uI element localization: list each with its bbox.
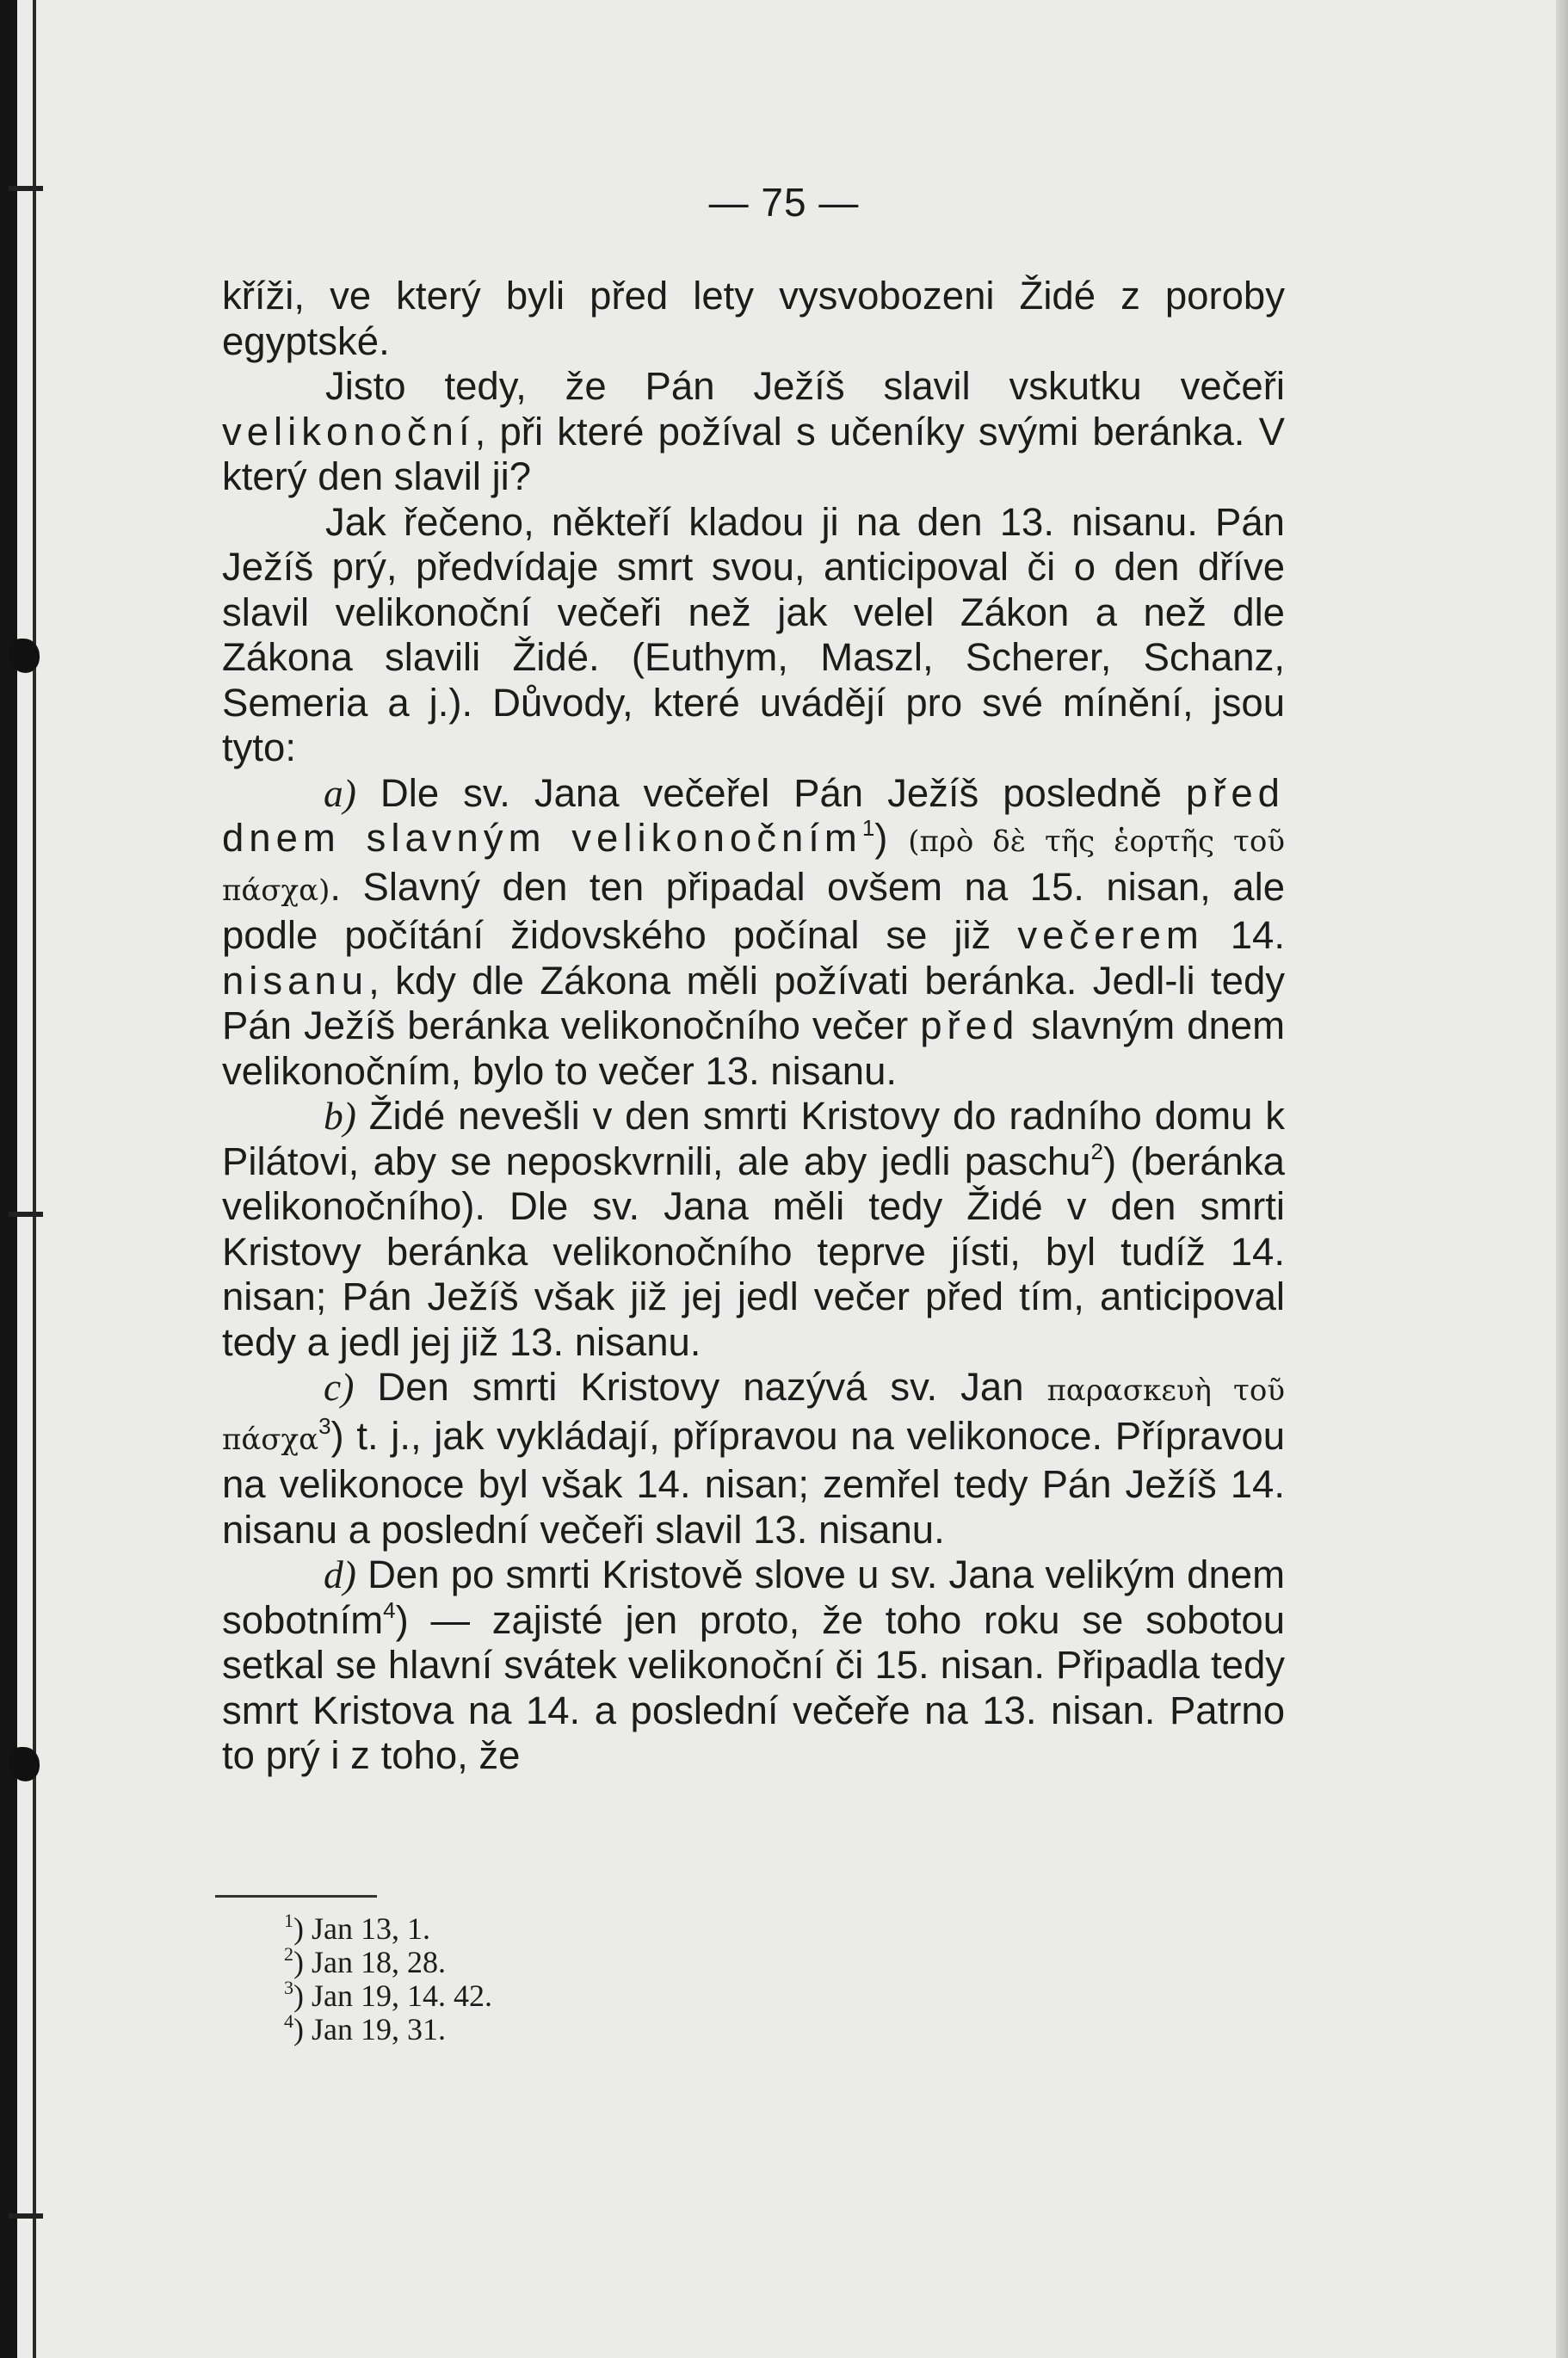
item-letter: a): [324, 770, 356, 815]
footnote-ref: 4: [383, 1596, 396, 1623]
spaced-emphasis: nisanu: [222, 958, 369, 1003]
binding-edge: [0, 0, 17, 2358]
body-text: [222, 274, 1285, 1779]
item-d: d) Den po smrti Kristově slove u sv. Jana velikým dnem sobotním$^4$) — zajisté jen proto, že toho roku se sobotou setkal se hlavní svátek velikonoční či 15. nisan. Připadla tedy smrt Kristova na 14. a poslední večeře na 13. nisan. Patrno to prý i z toho, že: [222, 1552, 1285, 1777]
paragraph-text: , při které požíval s učeníky svými beránka. V který den slavil ji?: [222, 409, 1285, 498]
page-edge: [1556, 0, 1568, 2358]
gutter-mark: [9, 1212, 43, 1217]
spaced-emphasis: večerem: [1017, 913, 1204, 957]
footnote-text: ) Jan 19, 31.: [293, 2012, 446, 2046]
paragraph-text: kříži, ve který byli před lety vysvobozeni Židé z poroby egyptské.: [222, 274, 1285, 363]
footnote-text: ) Jan 18, 28.: [293, 1945, 446, 1979]
paragraph-text: slavným dnem velikonočním, bylo to večer 13. nisanu.: [222, 1003, 1285, 1093]
paragraph-text: Jak řečeno, někteří kladou ji na den 13. nisanu. Pán Ježíš prý, předvídaje smrt svou, anticipoval či o den dříve slavil velikonoční večeři než jak velel Zákon a než dle Zákona slavili Židé. (Euthym, Maszl, Scherer, Schanz, Semeria a j.). Důvody, které uvádějí pro své mínění, jsou tyto:: [222, 499, 1285, 769]
item-b: b) Židé nevešli v den smrti Kristovy do radního domu k Pilátovi, aby se neposkvrnili, ale aby jedli paschu$^2$) (beránka velikonočního). Dle sv. Jana měli tedy Židé v den smrti Kristovy beránka velikonočního teprve jísti, byl tudíž 14. nisan; Pán Ježíš však již jej jedl večer před tím, anticipoval tedy a jedl jej již 13. nisanu.: [222, 1094, 1285, 1364]
greek-text: (πρὸ δὲ τῆς ἑορτῆς τοῦ πάσχα): [222, 824, 1285, 908]
item-letter: c): [324, 1365, 355, 1409]
footnotes: [284, 1912, 492, 2046]
paragraph-text: Dle sv. Jana večeřel Pán Ježíš posledně: [355, 770, 1186, 815]
gutter-mark: [9, 2213, 43, 2219]
paragraph-text: Den smrti Kristovy nazývá sv. Jan: [354, 1365, 1047, 1409]
paragraph-text: Den po smrti Kristově slove u sv. Jana velikým dnem sobotním: [222, 1552, 1285, 1642]
paragraph-text: 14.: [1203, 913, 1285, 957]
gutter-line: [33, 0, 36, 2358]
paragraph-text: t. j., jak vykládají, přípravou na velikonoce. Přípravou na velikonoce byl však 14. nisan; zemřel tedy Pán Ježíš 14. nisanu a poslední večeři slavil 13. nisanu.: [222, 1413, 1285, 1552]
footnote-text: ) Jan 13, 1.: [293, 1911, 430, 1946]
paragraph-text: Židé nevešli v den smrti Kristovy do radního domu k Pilátovi, aby se neposkvrnili, ale aby jedli paschu: [222, 1094, 1285, 1183]
footnote-ref: 1: [861, 815, 875, 841]
spaced-emphasis: před: [920, 1003, 1020, 1047]
footnote-text: ) Jan 19, 14. 42.: [293, 1978, 492, 2013]
footnote-rule: [215, 1895, 377, 1898]
footnote: [284, 2010, 492, 2046]
paragraph-text: Jisto tedy, že Pán Ježíš slavil vskutku večeři: [325, 364, 1285, 408]
spaced-emphasis: velikonoční: [222, 409, 475, 454]
footnote: [284, 1979, 492, 2013]
footnote: [284, 1912, 492, 1946]
greek-text: παρασκευὴ τοῦ πάσχα: [222, 1373, 1286, 1457]
paragraph-text: , kdy dle Zákona měli požívati beránka. Jedl-li tedy Pán Ježíš beránka velikonočního večer: [222, 958, 1285, 1047]
footnote-ref: 3: [318, 1412, 331, 1439]
paragraph-text: — zajisté jen proto, že toho roku se sobotou setkal se hlavní svátek velikonoční či 15. nisan. Připadla tedy smrt Kristova na 14. a poslední večeře na 13. nisan. Patrno to prý i z toho, že: [222, 1597, 1285, 1777]
paragraph: [222, 364, 1285, 500]
paragraph: [222, 500, 1285, 771]
footnote-number: 3: [284, 1977, 293, 1998]
footnote-number: 1: [284, 1910, 293, 1931]
paragraph: [222, 274, 1285, 364]
page-number: — 75 —: [708, 180, 860, 225]
item-c: c) Den smrti Kristovy nazývá sv. Jan παρασκευὴ τοῦ πάσχα$^3$) t. j., jak vykládají, přípravou na velikonoce. Přípravou na velikonoce byl však 14. nisan; zemřel tedy Pán Ježíš 14. nisanu a poslední večeři slavil 13. nisanu.: [222, 1365, 1286, 1552]
footnote: [284, 1943, 492, 1979]
gutter-blob: [9, 1747, 40, 1781]
footnote-number: 2: [284, 1943, 293, 1965]
spaced-emphasis: před dnem slavným velikonočním: [222, 770, 1285, 860]
item-letter: d): [324, 1552, 356, 1596]
item-a: a) Dle sv. Jana večeřel Pán Ježíš posledně před dnem slavným velikonočním$^1$) (πρὸ δὲ τῆς ἑορτῆς τοῦ πάσχα). Slavný den ten připadal ovšem na 15. nisan, ale podle počítání židovského počínal se již večerem 14. nisanu, kdy dle Zákona měli požívati beránka. Jedl-li tedy Pán Ježíš beránka velikonočního večer před slavným dnem velikonočním, bylo to večer 13. nisanu.: [222, 770, 1285, 1093]
footnote-number: 4: [284, 2010, 293, 2032]
item-letter: b): [324, 1094, 356, 1138]
footnote-ref: 2: [1090, 1138, 1103, 1164]
paragraph-text: . Slavný den ten připadal ovšem na 15. nisan, ale podle počítání židovského počínal se již: [222, 864, 1285, 957]
gutter-blob: [9, 639, 40, 673]
paragraph-text: (beránka velikonočního). Dle sv. Jana měli tedy Židé v den smrti Kristovy beránka velikonočního teprve jísti, byl tudíž 14. nisan; Pán Ježíš však již jej jedl večer před tím, anticipoval tedy a jedl jej již 13. nisanu.: [222, 1139, 1285, 1364]
